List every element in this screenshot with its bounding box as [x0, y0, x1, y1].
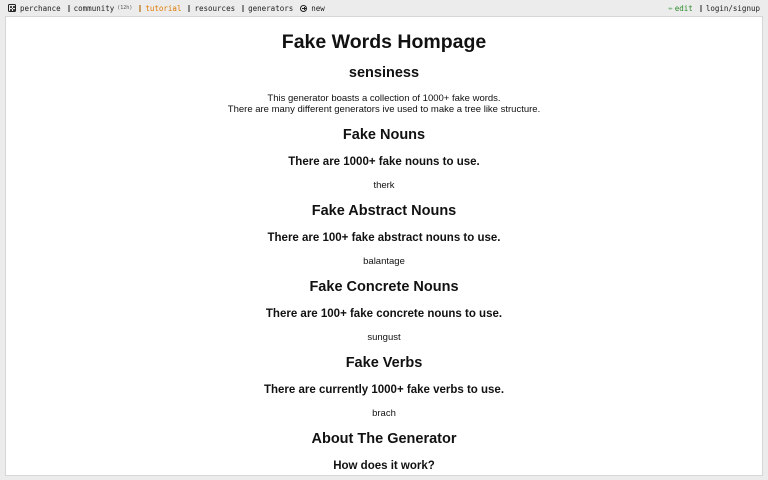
nav-new-label: new	[311, 3, 325, 13]
nav-left	[8, 4, 332, 13]
section-subheading-fake-concrete-nouns: There are 100+ fake concrete nouns to use.	[265, 308, 503, 320]
nav-tutorial-link[interactable]	[139, 4, 181, 13]
tutorial-icon	[139, 5, 141, 12]
intro-line-1: This generator boasts a collection of 1000+ fake words.	[267, 93, 501, 104]
user-icon	[700, 5, 702, 12]
section-subheading-fake-nouns: There are 1000+ fake nouns to use.	[288, 156, 480, 168]
nav-edit-link[interactable]	[669, 4, 693, 13]
resources-icon	[188, 5, 190, 12]
community-badge: (12h)	[117, 5, 133, 11]
section-heading-fake-abstract-nouns: Fake Abstract Nouns	[311, 203, 457, 219]
community-icon	[68, 5, 70, 12]
top-nav-bar	[0, 0, 768, 16]
page-title: Fake Words Hompage	[281, 31, 487, 53]
nav-login-link[interactable]	[700, 4, 760, 13]
nav-community-link[interactable]	[68, 4, 133, 13]
nav-brand-link[interactable]	[8, 4, 61, 13]
generated-word-verb: brach	[372, 408, 396, 419]
nav-brand-label: perchance	[20, 3, 61, 13]
section-subheading-about: How does it work?	[333, 460, 435, 472]
section-heading-fake-verbs: Fake Verbs	[345, 355, 423, 371]
nav-community-label: community	[73, 3, 115, 13]
generators-icon	[242, 5, 244, 12]
nav-generators-link[interactable]	[242, 4, 293, 13]
nav-resources-label: resources	[194, 3, 236, 13]
section-heading-fake-concrete-nouns: Fake Concrete Nouns	[309, 279, 459, 295]
nav-resources-link[interactable]	[188, 4, 235, 13]
nav-new-link[interactable]	[300, 4, 325, 13]
generated-word-noun: therk	[373, 180, 395, 191]
pencil-icon: ✏	[668, 4, 673, 12]
nav-login-label: login/signup	[705, 3, 760, 13]
section-heading-about: About The Generator	[311, 431, 457, 447]
dice-icon	[8, 4, 16, 12]
section-subheading-fake-verbs: There are currently 1000+ fake verbs to use.	[263, 384, 505, 396]
nav-generators-label: generators	[248, 3, 294, 13]
page-subtitle: sensiness	[348, 65, 420, 81]
intro-line-2: There are many different generators ive used to make a tree like structure.	[227, 104, 541, 115]
generated-word-concrete-noun: sungust	[367, 332, 401, 343]
section-heading-fake-nouns: Fake Nouns	[342, 127, 426, 143]
generator-output-panel	[5, 16, 763, 476]
nav-right	[669, 4, 760, 13]
section-subheading-fake-abstract-nouns: There are 100+ fake abstract nouns to use.	[267, 232, 501, 244]
generated-word-abstract-noun: balantage	[363, 256, 405, 267]
nav-tutorial-label: tutorial	[145, 3, 182, 13]
plus-circle-icon	[300, 5, 307, 12]
nav-edit-label: edit	[674, 3, 693, 13]
